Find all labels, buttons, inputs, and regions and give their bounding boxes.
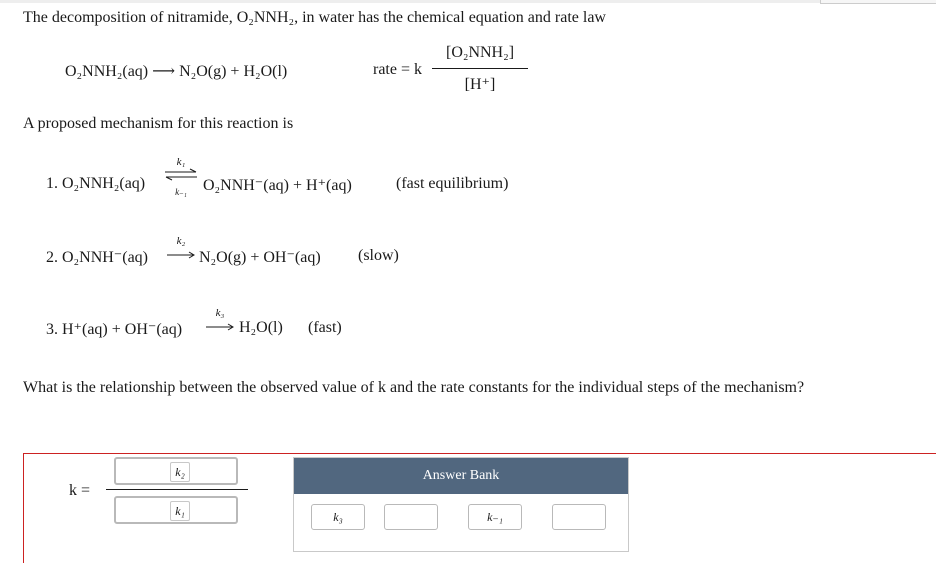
step1-products: O₂NNH⁻(aq) + H⁺(aq) (203, 177, 352, 194)
step2-k: k₂ (176, 235, 186, 247)
bank-item-empty-2[interactable] (552, 504, 606, 530)
bank-item-k-minus-1[interactable]: k₋₁ (468, 504, 522, 530)
right-arrow-icon (166, 250, 196, 260)
denominator-drop-slot[interactable] (114, 496, 238, 524)
step3-products: H₂O(l) (239, 319, 283, 336)
answer-bank (293, 457, 629, 552)
top-tab (820, 0, 936, 4)
rate-fraction-bar (432, 68, 528, 69)
equilibrium-arrow-icon (163, 168, 199, 182)
top-border (0, 0, 936, 3)
step3-arrow (205, 307, 235, 337)
step2-products: N₂O(g) + OH⁻(aq) (199, 249, 321, 266)
answer-bank-title: Answer Bank (294, 458, 628, 494)
step2-arrow (166, 235, 196, 265)
overall-equation: O₂NNH₂(aq) ⟶ N₂O(g) + H₂O(l) (65, 63, 288, 80)
step1-reactants: 1. O₂NNH₂(aq) (46, 175, 146, 192)
step1-k-forward: k₁ (176, 156, 186, 168)
step2-note: (slow) (358, 247, 399, 264)
denominator-chip[interactable]: k₁ (170, 501, 190, 521)
step3-reactants: 3. H⁺(aq) + OH⁻(aq) (46, 321, 183, 338)
question-prompt: What is the relationship between the observed value of k and the rate constants for the individual steps of the mechanism? (23, 379, 805, 396)
answer-fraction-bar (106, 489, 248, 490)
intro-text: The decomposition of nitramide, O₂NNH₂, in water has the chemical equation and rate law (23, 9, 606, 26)
k-label: k = (69, 482, 91, 499)
step1-k-reverse: k₋₁ (175, 187, 187, 197)
right-arrow-icon (205, 322, 235, 332)
bank-item-empty-1[interactable] (384, 504, 438, 530)
bank-item-k3[interactable]: k₃ (311, 504, 365, 530)
rate-prefix: rate = k (373, 61, 422, 78)
mechanism-intro: A proposed mechanism for this reaction is (23, 115, 294, 132)
numerator-chip[interactable]: k₂ (170, 462, 190, 482)
step3-k: k₃ (215, 307, 225, 319)
step2-reactants: 2. O₂NNH⁻(aq) (46, 249, 148, 266)
rate-denominator: [H⁺] (464, 76, 496, 93)
step3-note: (fast) (308, 319, 342, 336)
rate-numerator: [O₂NNH₂] (445, 44, 515, 61)
step1-note: (fast equilibrium) (396, 175, 509, 192)
step1-arrows (163, 156, 199, 198)
numerator-drop-slot[interactable] (114, 457, 238, 485)
